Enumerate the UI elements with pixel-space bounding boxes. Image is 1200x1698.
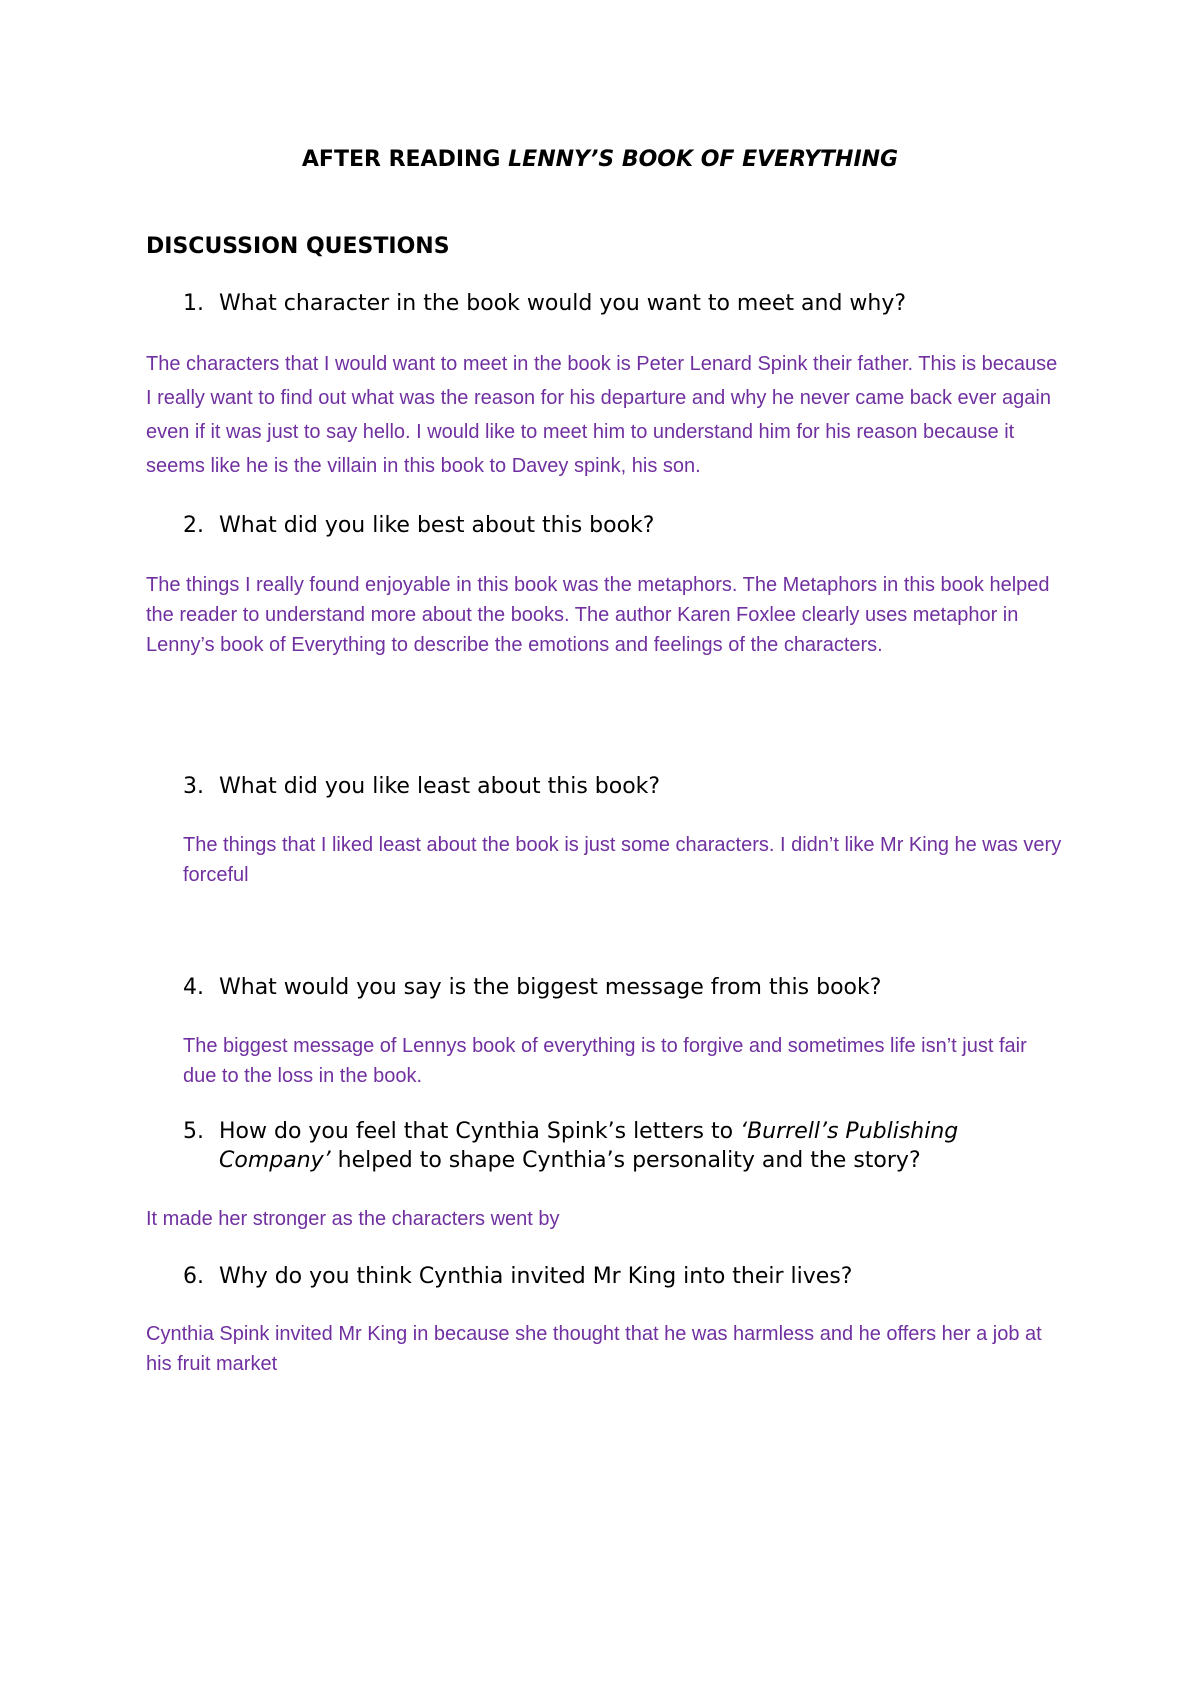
title-book-name: LENNY’S BOOK OF EVERYTHING <box>508 147 899 172</box>
question-number: 3. <box>183 774 204 799</box>
answer-4: The biggest message of Lennys book of everything is to forgive and sometimes life isn’t just fair due to the loss in the book. <box>183 1035 1027 1087</box>
title-prefix: AFTER READING <box>301 147 509 172</box>
question-number: 1. <box>183 291 204 316</box>
question-text: What would you say is the biggest message from this book? <box>219 975 882 1000</box>
answer-1: The characters that I would want to meet in the book is Peter Lenard Spink their father. This is because I really want to find out what was the reason for his departure and why he never came back ever again even if it was just to say hello. I would like to meet him to understand him for his reason because it seems like he is the villain in this book to Davey spink, his son. <box>146 353 1058 477</box>
document-title <box>0 146 1200 174</box>
question-text: What did you like best about this book? <box>219 513 655 538</box>
publisher-name: ‘Burrell’s Publishing Company’ <box>219 1119 959 1173</box>
question-5 <box>183 1117 1063 1175</box>
question-text-part: How do you feel that Cynthia Spink’s letters to <box>219 1119 741 1144</box>
answer-5: It made her stronger as the characters went by <box>146 1208 560 1230</box>
question-4 <box>183 973 1063 1002</box>
question-text: What character in the book would you want to meet and why? <box>219 291 907 316</box>
question-text-part: helped to shape Cynthia’s personality and the story? <box>330 1148 921 1173</box>
answer-3: The things that I liked least about the book is just some characters. I didn’t like Mr King he was very forceful <box>183 834 1062 886</box>
question-6 <box>183 1262 1063 1291</box>
question-text: What did you like least about this book? <box>219 774 661 799</box>
question-2 <box>183 511 1063 540</box>
answer-2: The things I really found enjoyable in this book was the metaphors. The Metaphors in this book helped the reader to understand more about the books. The author Karen Foxlee clearly uses metaphor in Lenny’s book of Everything to describe the emotions and feelings of the characters. <box>146 574 1050 656</box>
section-heading: DISCUSSION QUESTIONS <box>146 234 450 259</box>
question-number: 5. <box>183 1119 204 1144</box>
question-text: Why do you think Cynthia invited Mr King into their lives? <box>219 1264 853 1289</box>
question-text <box>183 1117 1063 1175</box>
question-number: 2. <box>183 513 204 538</box>
question-number: 6. <box>183 1264 204 1289</box>
question-3 <box>183 772 1063 801</box>
answer-6: Cynthia Spink invited Mr King in because she thought that he was harmless and he offers her a job at his fruit market <box>146 1323 1042 1375</box>
question-1 <box>183 289 1063 318</box>
question-number: 4. <box>183 975 204 1000</box>
